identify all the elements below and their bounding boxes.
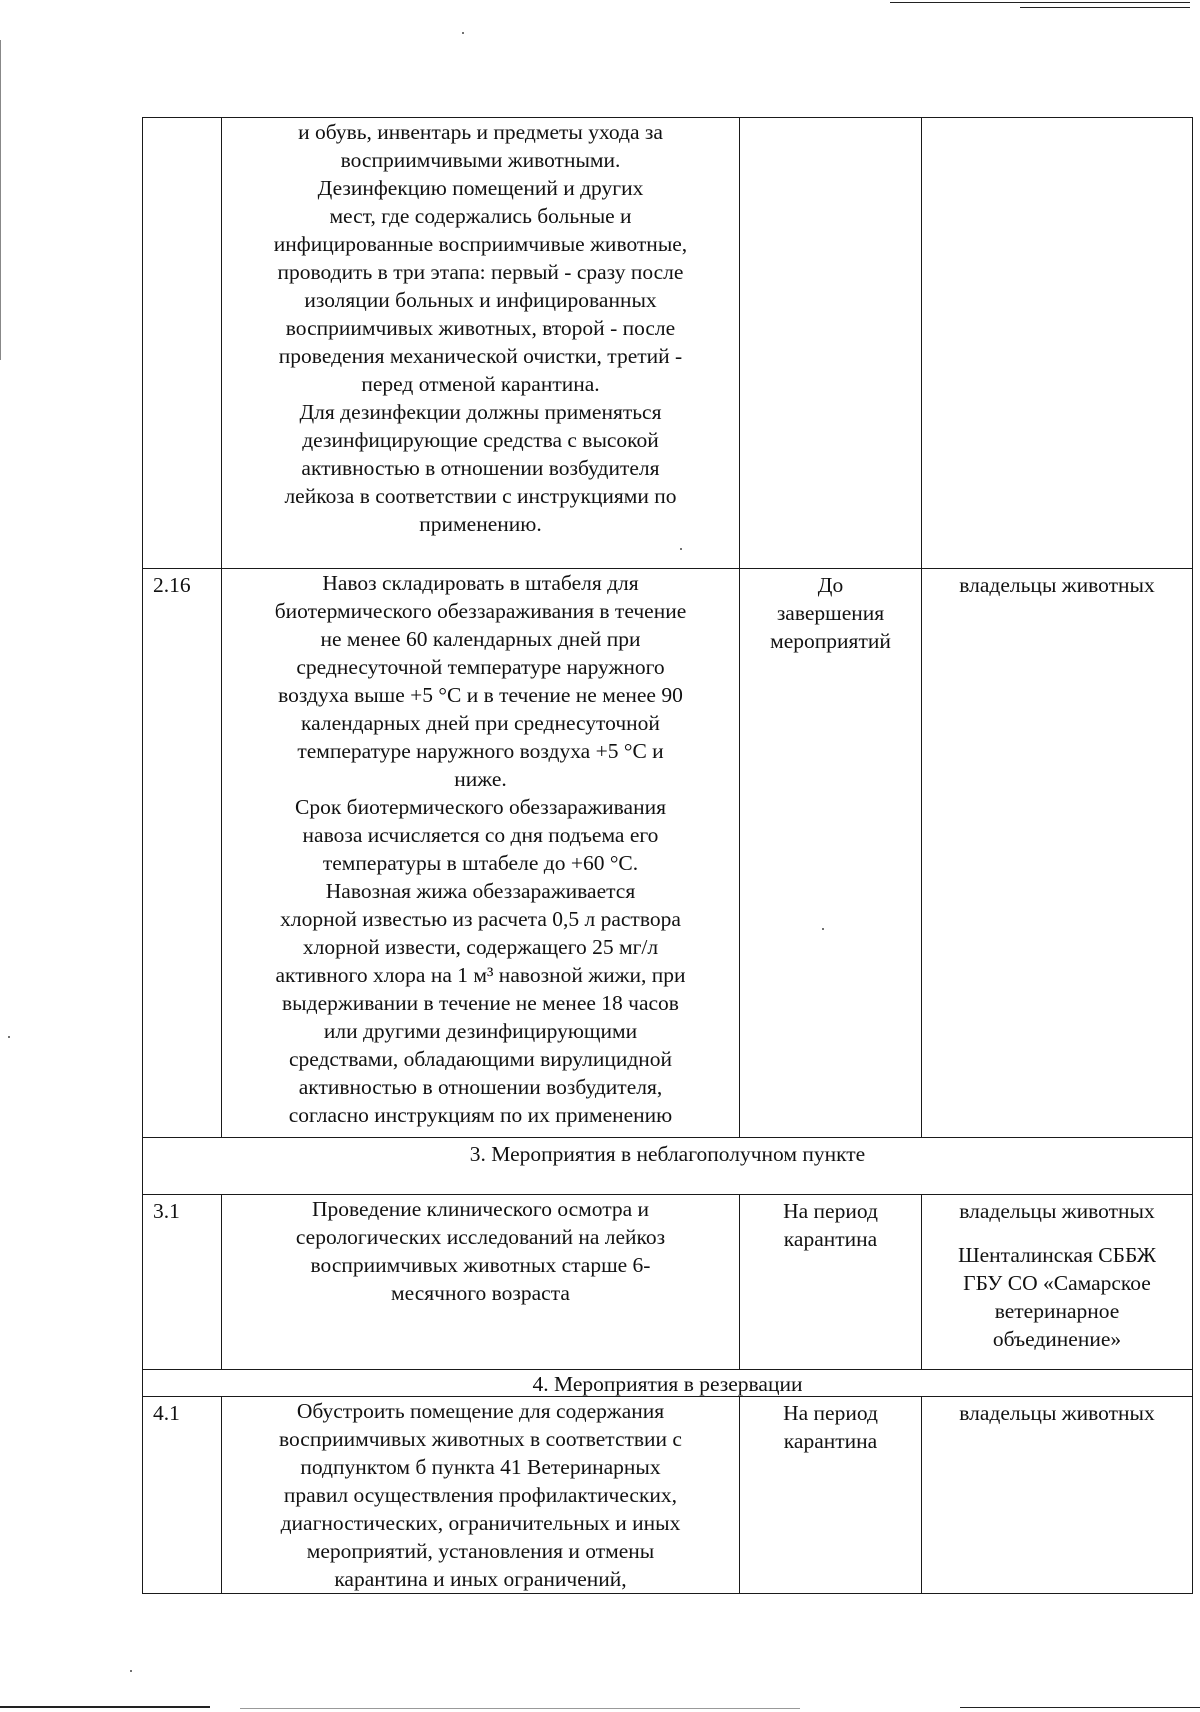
responsible-cell xyxy=(922,118,1193,569)
table-row xyxy=(143,1195,1193,1370)
responsible-cell: владельцы животных xyxy=(922,1397,1193,1594)
scan-edge-top-right xyxy=(1020,7,1190,8)
scan-edge-bottom-right xyxy=(960,1707,1200,1708)
measure-text xyxy=(222,569,740,1138)
term-cell xyxy=(740,569,922,1138)
scan-edge-top xyxy=(890,2,1190,3)
row-number xyxy=(143,118,222,569)
measure-text-content: и обувь, инвентарь и предметы ухода за восприимчивыми животными. Дезинфекцию помещений и других мест, где содержались больные и инфицированные восприимчивые животные, проводить в три этапа: первый - сразу после изоляции больных и инфицированных восприимчивых животных, второй - после проведения механической очистки, третий - перед отменой карантина. Для дезинфекции должны применяться дезинфицирующие средства с высокой активностью в отношении возбудителя лейкоза в соответствии с инструкциями по применению. xyxy=(273,120,688,536)
scan-speck xyxy=(8,1036,10,1038)
term-text: На период карантина xyxy=(783,1199,878,1251)
table-row xyxy=(143,1397,1193,1594)
term-text: До завершения мероприятий xyxy=(770,573,891,653)
responsible-owners: владельцы животных xyxy=(959,1199,1155,1223)
table-row xyxy=(143,569,1193,1138)
responsible-cell: владельцы животных xyxy=(922,569,1193,1138)
scan-edge-bottom xyxy=(0,1706,210,1708)
section-heading-row xyxy=(143,1138,1193,1195)
term-text: На период карантина xyxy=(783,1401,878,1453)
scan-edge-left xyxy=(0,40,1,360)
section-heading: 4. Мероприятия в резервации xyxy=(143,1370,1193,1397)
row-number: 2.16 xyxy=(143,569,222,1138)
section-heading-row xyxy=(143,1370,1193,1397)
measure-text-content: Навоз складировать в штабеля для биотермического обеззараживания в течение не менее 60 календарных дней при среднесуточной температуре наружного воздуха выше +5 °С и в течение не менее 90 календарных дней при среднесуточной температуре наружного воздуха +5 °С и ниже. Срок биотермического обеззараживания навоза исчисляется со дня подъема его температуры в штабеле до +60 °С. Навозная жижа обеззараживается хлорной известью из расчета 0,5 л раствора хлорной извести, содержащего 25 мг/л активного хлора на 1 м³ навозной жижи, при выдерживании в течение не менее 18 часов или другими дезинфицирующими средствами, обладающими вирулицидной активностью в отношении возбудителя, согласно инструкциям по их применению xyxy=(274,571,687,1127)
scan-edge-bottom-mid xyxy=(240,1708,800,1709)
row-number: 4.1 xyxy=(143,1397,222,1594)
measure-text xyxy=(222,1397,740,1594)
table-row xyxy=(143,118,1193,569)
measure-text xyxy=(222,1195,740,1370)
term-cell xyxy=(740,1195,922,1370)
scan-speck xyxy=(462,32,464,34)
measure-text-content: Обустроить помещение для содержания восприимчивых животных в соответствии с подпунктом б пункта 41 Ветеринарных правил осуществления профилактических, диагностических, ограничительных и иных мероприятий, установления и отмены карантина и иных ограничений, xyxy=(279,1399,682,1591)
responsible-vet-station: Шенталинская СББЖ ГБУ СО «Самарское ветеринарное объединение» xyxy=(957,1243,1157,1351)
scan-speck xyxy=(130,1670,132,1672)
term-cell xyxy=(740,1397,922,1594)
term-cell xyxy=(740,118,922,569)
section-heading: 3. Мероприятия в неблагополучном пункте xyxy=(143,1138,1193,1195)
measure-text-content: Проведение клинического осмотра и серологических исследований на лейкоз восприимчивых животных старше 6- месячного возраста xyxy=(295,1197,666,1305)
responsible-cell xyxy=(922,1195,1193,1370)
measures-table xyxy=(142,117,1193,1594)
spacer xyxy=(926,1225,1188,1241)
measure-text xyxy=(222,118,740,569)
row-number: 3.1 xyxy=(143,1195,222,1370)
